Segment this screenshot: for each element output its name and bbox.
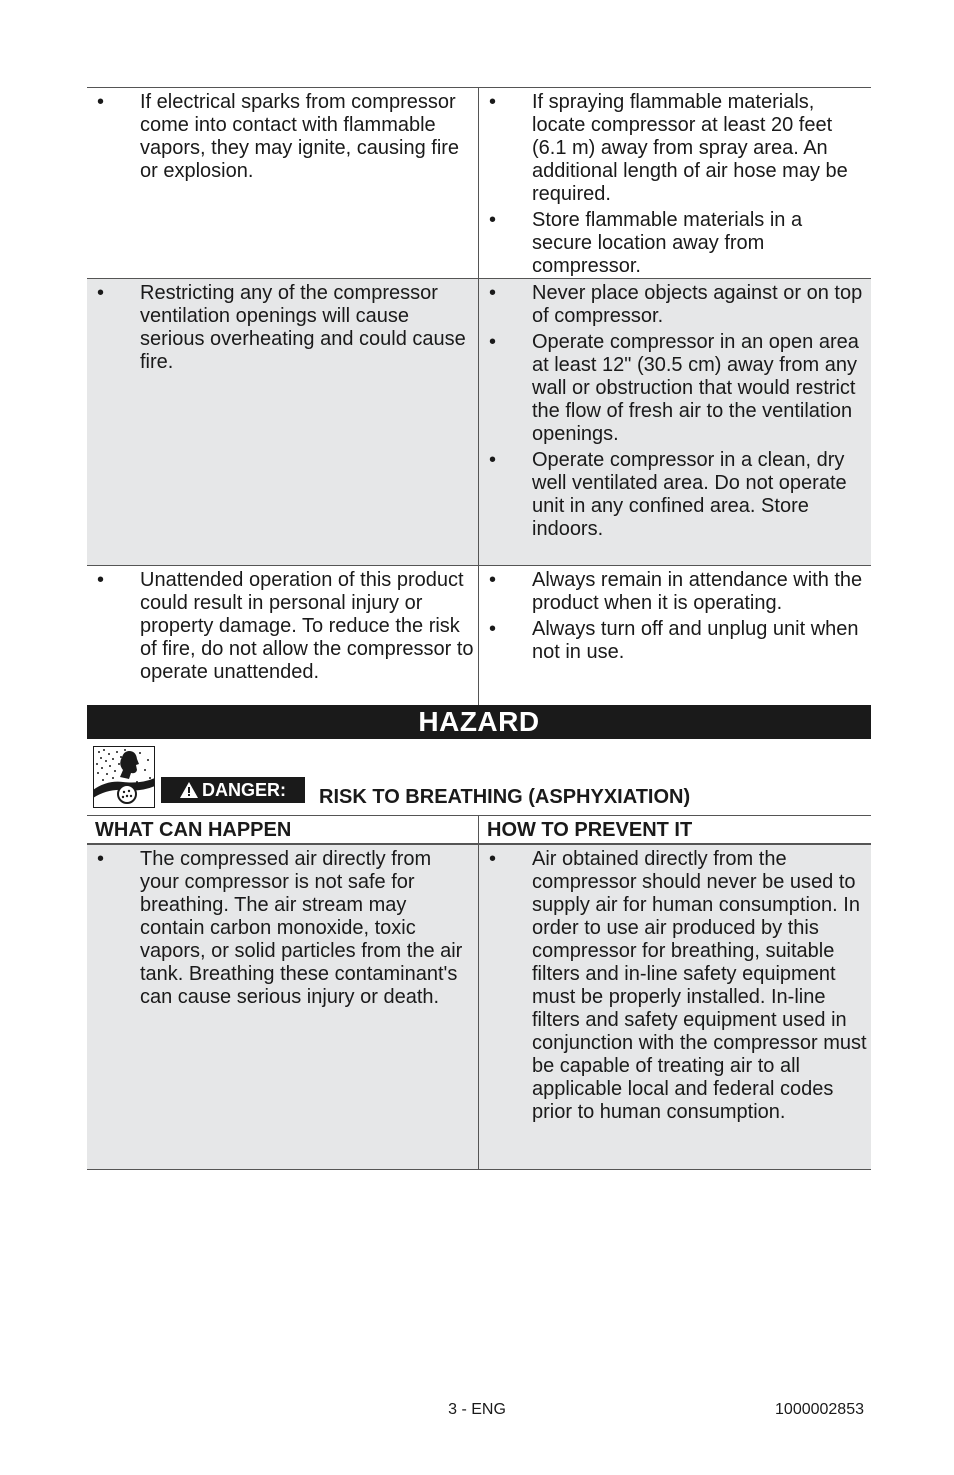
safety-table-page [87,87,871,1170]
how-to-prevent-cell [479,88,871,278]
page-number: 3 - ENG [448,1401,506,1418]
table-row [87,279,871,566]
table-row [87,566,871,705]
danger-badge-label: DANGER: [202,780,286,800]
list-item: • Always turn off and unplug unit when not in use. [489,618,859,663]
list-item: • Operate compressor in an open area at least 12" (30.5 cm) away from any wall or obstruction that would restrict the flow of fresh air to the ventilation openings. [489,331,859,445]
list-item: • The compressed air directly from your compressor is not safe for breathing. The air stream may contain carbon monoxide, toxic vapors, or solid particles from the air tank. Breathing these contaminant's can cause serious injury or death. [97,848,463,1008]
list-item: • Restricting any of the compressor ventilation openings will cause serious overheating and could cause fire. [97,282,466,373]
list-item: • Never place objects against or on top of compressor. [489,282,863,327]
what-can-happen-cell [87,88,479,278]
list-item: • Always remain in attendance with the product when it is operating. [489,569,863,614]
table-row [87,845,871,1170]
list-item: • If spraying flammable materials, locate compressor at least 20 feet (6.1 m) away from spray area. An additional length of air hose may be required. [489,91,848,205]
danger-header [87,739,871,815]
list-item: • Operate compressor in a clean, dry well ventilated area. Do not operate unit in any confined area. Store indoors. [489,449,847,540]
how-to-prevent-cell [479,566,871,705]
list-item: • Store flammable materials in a secure location away from compressor. [489,209,803,277]
how-to-prevent-cell [479,845,871,1169]
document-number: 1000002853 [775,1401,864,1418]
warning-triangle-icon [180,782,198,798]
table-row [87,88,871,279]
what-can-happen-header: WHAT CAN HAPPEN [87,816,479,843]
list-item: • If electrical sparks from compressor come into contact with flammable vapors, they may ignite, causing fire or explosion. [97,91,460,182]
hazard-section-title: HAZARD [87,705,871,739]
list-item: • Unattended operation of this product could result in personal injury or property damage. To reduce the risk of fire, do not allow the compressor to operate unattended. [97,569,474,683]
breathing-hazard-icon [93,746,155,808]
what-can-happen-cell [87,566,479,705]
how-to-prevent-header: HOW TO PREVENT IT [487,819,693,841]
risk-title: RISK TO BREATHING (ASPHYXIATION) [319,786,691,808]
how-to-prevent-cell [479,279,871,565]
column-headers [87,815,871,845]
what-can-happen-cell [87,845,479,1169]
danger-badge [161,777,305,803]
what-can-happen-cell [87,279,479,565]
list-item: • Air obtained directly from the compressor should never be used to supply air for human consumption. In order to use air produced by this compressor for breathing, suitable filters and in-line safety equipment must be properly installed. In-line filters and safety equipment used in conjunction with the compressor must be capable of treating air to all applicable local and federal codes prior to human consumption. [489,848,867,1123]
